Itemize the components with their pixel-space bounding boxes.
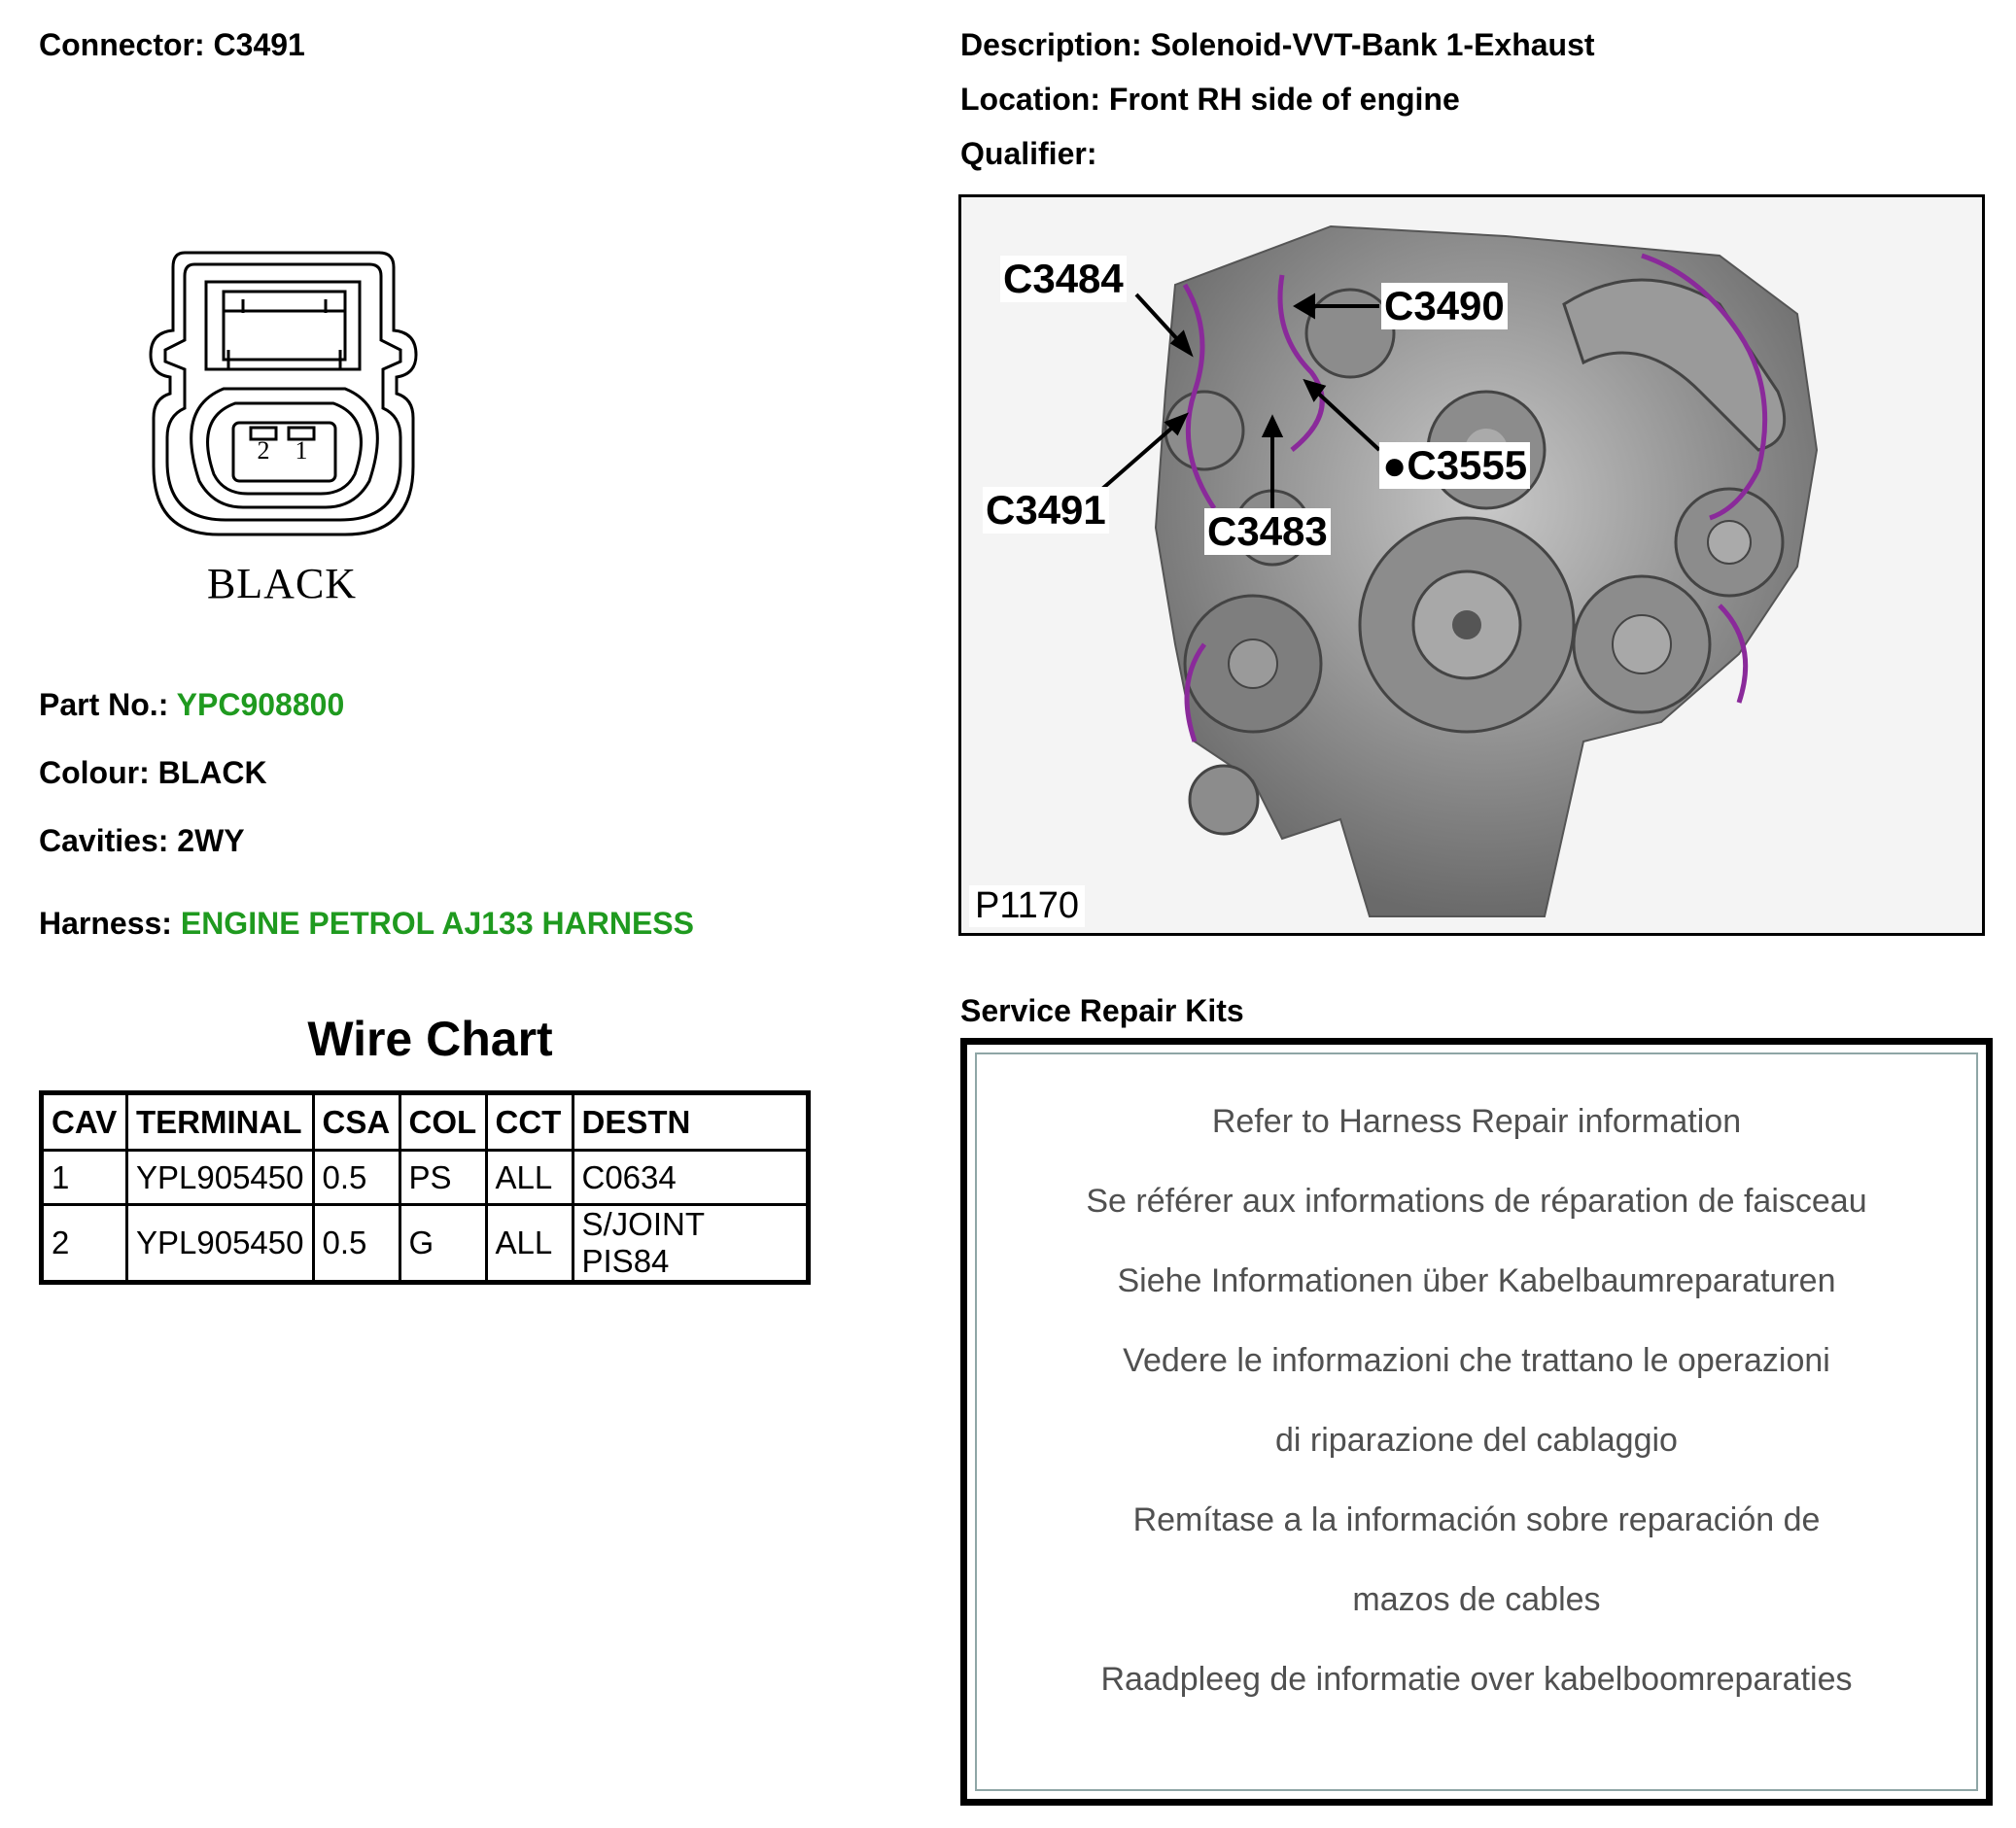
kit-line-de: Siehe Informationen über Kabelbaumreparaturen [1117,1262,1836,1299]
cavities-label: Cavities: [39,823,169,858]
harness-field [39,906,694,942]
cell-cct: ALL [486,1151,573,1205]
qualifier-field [960,136,1096,172]
pin-2-label: 2 [257,436,270,465]
cell-cav: 2 [42,1205,127,1283]
callout-c3484: C3484 [1000,256,1127,302]
cell-destn: C0634 [573,1151,808,1205]
cell-terminal: YPL905450 [127,1205,314,1283]
kit-line-es-1: Remítase a la información sobre reparación de [1132,1501,1821,1538]
kit-line-es-2: mazos de cables [1352,1581,1601,1618]
service-repair-kits-heading: Service Repair Kits [960,993,1244,1028]
callout-c3491: C3491 [983,487,1109,534]
description-label: Description: [960,27,1142,62]
cell-destn: S/JOINT PIS84 [573,1205,808,1283]
qualifier-label: Qualifier: [960,136,1097,171]
table-row [42,1205,809,1283]
service-repair-kits-inner [975,1052,1978,1791]
header-cav: CAV [42,1093,127,1151]
part-no-field [39,687,344,723]
wire-chart-title: Wire Chart [307,1012,553,1066]
callout-c3555: ●C3555 [1379,442,1530,489]
pin-1-label: 1 [295,436,308,465]
part-no-link[interactable]: YPC908800 [176,687,345,722]
cavities-value: 2WY [177,823,245,858]
service-repair-kits-box [960,1038,1993,1806]
harness-label: Harness: [39,906,172,941]
connector-outline-icon [146,243,437,554]
cell-col: PS [400,1151,486,1205]
kit-line-it-2: di riparazione del cablaggio [1275,1422,1678,1459]
wire-chart-header-row [42,1093,809,1151]
kit-line-it-1: Vedere le informazioni che trattano le operazioni [1123,1342,1830,1379]
colour-label: Colour: [39,755,150,790]
kit-line-fr: Se référer aux informations de réparation de faisceau [1086,1183,1867,1220]
header-destn: DESTN [573,1093,808,1151]
header-col: COL [400,1093,486,1151]
connector-value: C3491 [213,27,305,62]
connector-location-image [958,194,1985,936]
description-field [960,27,1595,63]
connector-field [39,27,305,63]
cell-col: G [400,1205,486,1283]
location-value: Front RH side of engine [1108,82,1460,117]
connector-face-diagram [146,243,437,612]
wire-chart-table [39,1090,811,1285]
header-csa: CSA [313,1093,400,1151]
cell-terminal: YPL905450 [127,1151,314,1205]
colour-value: BLACK [157,755,267,790]
location-field [960,82,1460,118]
location-label: Location: [960,82,1100,117]
colour-field [39,755,267,791]
image-code: P1170 [969,885,1085,927]
table-row [42,1151,809,1205]
connector-colour-label: BLACK [206,560,358,607]
callout-c3490: C3490 [1381,283,1508,329]
header-terminal: TERMINAL [127,1093,314,1151]
harness-link[interactable]: ENGINE PETROL AJ133 HARNESS [180,906,694,941]
header-cct: CCT [486,1093,573,1151]
cavities-field [39,823,245,859]
cell-cav: 1 [42,1151,127,1205]
callout-c3483: C3483 [1204,508,1331,555]
cell-csa: 0.5 [313,1205,400,1283]
cell-csa: 0.5 [313,1151,400,1205]
kit-line-en: Refer to Harness Repair information [1211,1103,1742,1140]
kit-line-nl: Raadpleeg de informatie over kabelboomreparaties [1100,1661,1853,1698]
description-value: Solenoid-VVT-Bank 1-Exhaust [1150,27,1595,62]
cell-cct: ALL [486,1205,573,1283]
connector-label: Connector: [39,27,205,62]
part-no-label: Part No.: [39,687,169,722]
